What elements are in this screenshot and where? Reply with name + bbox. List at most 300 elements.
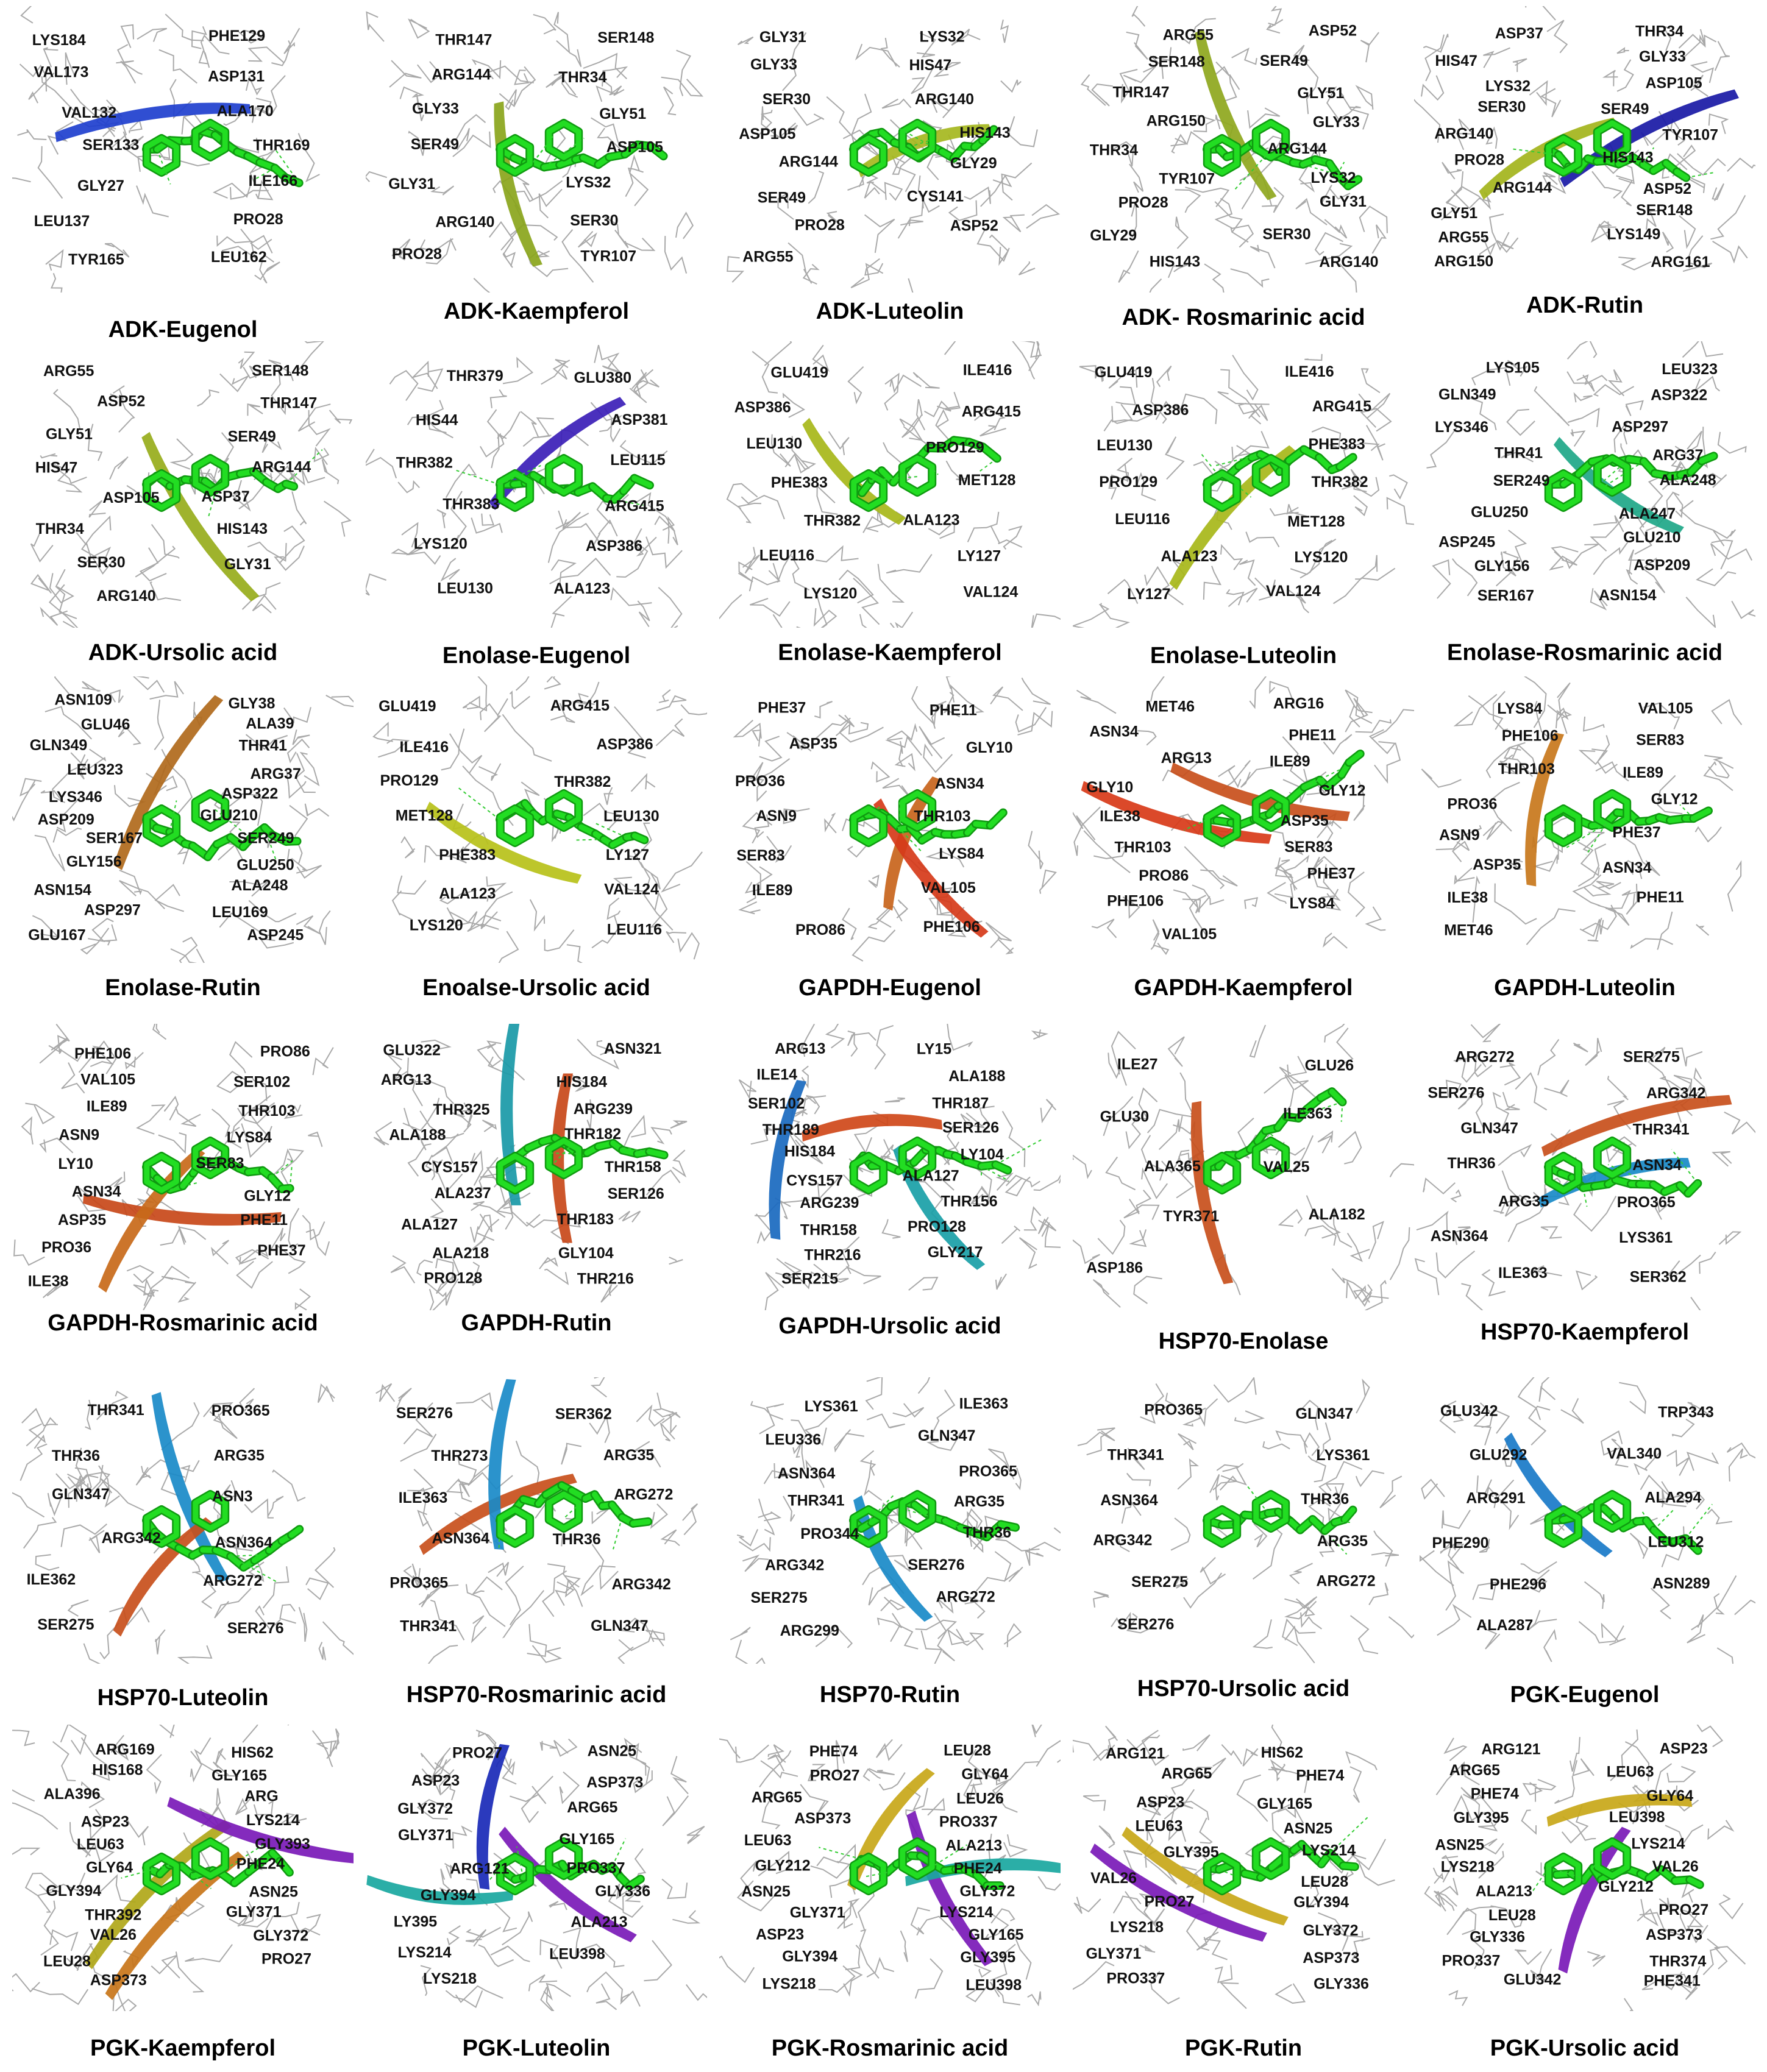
residue-label: ALA365 <box>1143 1157 1201 1175</box>
residue-label: ALA213 <box>945 1837 1003 1854</box>
residue-label: ASP322 <box>221 785 279 803</box>
residue-label: GLY336 <box>1470 1928 1526 1946</box>
residue-label: LYS120 <box>409 917 463 934</box>
residue-label: MET46 <box>1444 921 1493 939</box>
residue-label: PHE290 <box>1432 1534 1489 1552</box>
docking-structure-view <box>366 1725 707 2011</box>
residue-label: SER167 <box>1477 587 1535 605</box>
residue-label: GLY394 <box>782 1948 838 1965</box>
residue-label: GLY393 <box>255 1836 310 1853</box>
residue-label: THR382 <box>1311 473 1368 491</box>
docking-structure-view <box>719 676 1061 963</box>
residue-label: SER215 <box>781 1270 839 1288</box>
residue-label: SER249 <box>237 829 294 847</box>
residue-label: PRO365 <box>211 1402 270 1420</box>
residue-label: ASP386 <box>734 399 791 416</box>
docking-panel <box>1414 1377 1755 1712</box>
residue-label: LEU130 <box>1097 437 1153 455</box>
docking-structure-view <box>366 6 707 293</box>
residue-label: GLU210 <box>1623 529 1681 546</box>
docking-panel <box>719 676 1061 1006</box>
residue-label: VAL132 <box>62 104 117 121</box>
residue-label: LEU63 <box>1135 1817 1183 1835</box>
residue-label: PHE74 <box>809 1742 858 1760</box>
residue-label: LEU28 <box>944 1742 991 1759</box>
residue-label: HIS47 <box>1435 52 1477 69</box>
residue-label: PRO337 <box>1442 1952 1501 1970</box>
residue-label: GLY394 <box>46 1882 102 1900</box>
residue-label: LYS32 <box>1485 77 1531 95</box>
residue-label: ASP297 <box>84 901 141 919</box>
docking-panel <box>366 1024 707 1341</box>
residue-label: LYS214 <box>1302 1842 1356 1859</box>
residue-label: ARG55 <box>1438 229 1489 246</box>
panel-caption: ADK-Luteolin <box>816 299 964 324</box>
docking-panel <box>12 1377 354 1715</box>
residue-label: LYS346 <box>48 788 102 806</box>
residue-label: ARG121 <box>1481 1740 1541 1758</box>
panel-caption: HSP70-Rosmarinic acid <box>406 1682 667 1708</box>
docking-structure-view <box>719 6 1061 293</box>
residue-label: ILE89 <box>1269 753 1310 770</box>
residue-label: HIS143 <box>959 124 1011 141</box>
residue-label: THR382 <box>804 512 861 530</box>
docking-panel <box>12 676 354 1006</box>
residue-label: GLY395 <box>1163 1843 1219 1861</box>
docking-structure-view <box>12 676 354 963</box>
residue-label: ASN9 <box>59 1126 100 1144</box>
residue-label: GLU30 <box>1100 1108 1150 1126</box>
residue-label: GLY395 <box>1453 1809 1509 1827</box>
residue-label: GLU342 <box>1503 1971 1562 1989</box>
residue-label: ARG65 <box>1161 1765 1212 1783</box>
residue-label: ARG35 <box>953 1492 1005 1510</box>
residue-label: ARG144 <box>251 458 311 476</box>
residue-label: ILE416 <box>962 361 1012 379</box>
residue-label: SER49 <box>1259 52 1308 69</box>
residue-label: LEU398 <box>1609 1808 1665 1826</box>
residue-label: ASN289 <box>1652 1575 1710 1592</box>
residue-label: LEU162 <box>211 249 267 266</box>
residue-label: ASP373 <box>1645 1926 1703 1943</box>
panel-caption: PGK-Rutin <box>1184 2035 1303 2061</box>
residue-label: PHE74 <box>1296 1767 1345 1784</box>
residue-label: THR158 <box>604 1158 661 1176</box>
residue-label: THR156 <box>940 1193 998 1210</box>
residue-label: ARG239 <box>573 1100 633 1118</box>
residue-label: ILE363 <box>959 1395 1009 1413</box>
residue-label: PRO36 <box>735 772 785 790</box>
panel-caption: PGK-Kaempferol <box>90 2035 276 2061</box>
residue-label: THR158 <box>800 1221 857 1239</box>
docking-panel <box>12 6 354 347</box>
residue-label: ARG415 <box>550 697 610 715</box>
residue-label: ASN34 <box>71 1183 121 1201</box>
docking-structure-view <box>1073 676 1414 963</box>
residue-label: THR374 <box>1649 1953 1707 1970</box>
residue-label: PRO365 <box>959 1463 1017 1480</box>
residue-label: ALA39 <box>246 715 294 733</box>
residue-label: VAL105 <box>1638 700 1693 717</box>
residue-label: GLU419 <box>770 364 828 381</box>
docking-structure-view <box>1414 1725 1755 2011</box>
residue-label: LEU130 <box>437 580 493 597</box>
residue-label: PHE24 <box>953 1859 1002 1877</box>
residue-label: SER49 <box>757 189 806 207</box>
residue-label: GLY27 <box>77 177 124 195</box>
docking-structure-view <box>366 1024 707 1310</box>
residue-label: MET128 <box>395 807 453 825</box>
residue-label: THR341 <box>87 1402 144 1419</box>
docking-panel <box>1414 1024 1755 1350</box>
residue-label: ARG121 <box>1106 1745 1165 1762</box>
residue-label: GLY395 <box>960 1949 1016 1966</box>
residue-label: LYS120 <box>803 584 858 602</box>
panel-caption: PGK-Rosmarinic acid <box>771 2035 1009 2061</box>
residue-label: PRO129 <box>1099 474 1158 491</box>
panel-caption: GAPDH-Rutin <box>461 1310 612 1336</box>
residue-label: ARG140 <box>1319 254 1379 271</box>
residue-label: ALA188 <box>948 1068 1006 1085</box>
residue-label: LY15 <box>916 1040 952 1058</box>
residue-label: GLY165 <box>968 1926 1024 1943</box>
residue-label: LEU116 <box>1115 510 1170 528</box>
residue-label: GLY31 <box>388 176 436 193</box>
docking-panel <box>12 1725 354 2066</box>
docking-structure-view <box>1414 1024 1755 1310</box>
residue-label: PHE106 <box>1501 727 1559 745</box>
residue-label: LEU398 <box>965 1976 1022 1994</box>
docking-panel <box>1414 676 1755 1006</box>
residue-label: LEU398 <box>549 1945 605 1963</box>
residue-label: ARG239 <box>800 1194 859 1212</box>
residue-label: ASP35 <box>57 1212 107 1229</box>
residue-label: PHE37 <box>1307 865 1356 882</box>
residue-label: SER276 <box>1117 1616 1175 1633</box>
residue-label: ASP131 <box>208 68 265 85</box>
residue-label: PHE341 <box>1643 1972 1701 1990</box>
residue-label: GLY31 <box>224 555 271 573</box>
residue-label: GLY51 <box>46 425 93 443</box>
residue-label: GLU419 <box>379 697 436 715</box>
residue-label: SER30 <box>1477 98 1526 116</box>
residue-label: GLY51 <box>599 105 647 122</box>
residue-label: ASN364 <box>215 1534 272 1552</box>
residue-label: ARG144 <box>1492 179 1552 197</box>
docking-structure-view <box>12 6 354 293</box>
residue-label: PHE106 <box>1107 892 1164 910</box>
residue-label: LYS149 <box>1607 225 1661 243</box>
residue-label: ARG140 <box>914 90 975 108</box>
residue-label: ILE27 <box>1117 1056 1158 1073</box>
residue-label: THR36 <box>552 1531 601 1549</box>
residue-label: PRO365 <box>1144 1401 1203 1419</box>
secondary-structure-ribbon <box>803 1115 942 1141</box>
residue-label: ARG272 <box>936 1588 995 1606</box>
residue-label: ALA218 <box>432 1244 489 1262</box>
residue-label: HIS168 <box>92 1761 143 1779</box>
residue-label: ASN109 <box>54 691 112 709</box>
residue-label: VAL340 <box>1607 1445 1662 1463</box>
residue-label: LYS361 <box>1316 1447 1370 1464</box>
residue-label: GLY372 <box>1303 1922 1359 1940</box>
residue-label: THR103 <box>1114 839 1171 856</box>
residue-label: PHE11 <box>1636 889 1684 906</box>
residue-label: GLY10 <box>965 739 1013 756</box>
residue-label: THR147 <box>435 31 492 49</box>
residue-label: ASN25 <box>249 1883 298 1901</box>
residue-label: ILE166 <box>248 172 298 190</box>
panel-caption: Enolase-Rutin <box>105 975 261 1001</box>
residue-label: ARG37 <box>250 765 301 783</box>
docking-structure-view <box>1414 676 1755 963</box>
residue-label: ARG13 <box>775 1040 826 1058</box>
residue-label: VAL124 <box>604 881 659 898</box>
residue-label: ALA123 <box>903 511 960 529</box>
residue-label: ARG272 <box>1455 1048 1515 1066</box>
residue-label: GLU322 <box>383 1041 441 1059</box>
residue-label: VAL124 <box>963 583 1019 601</box>
residue-label: ALA170 <box>216 102 274 120</box>
residue-label: PHE11 <box>1289 726 1337 744</box>
residue-label: VAL124 <box>1265 583 1321 600</box>
docking-panel <box>719 1725 1061 2066</box>
residue-label: ASP23 <box>80 1813 129 1831</box>
residue-label: LYS214 <box>397 1944 452 1962</box>
residue-label: ILE14 <box>756 1066 798 1084</box>
residue-label: GLY217 <box>927 1244 983 1261</box>
residue-label: ASP386 <box>1132 402 1189 419</box>
residue-label: SER30 <box>1262 225 1311 243</box>
residue-label: ASP37 <box>1495 24 1543 42</box>
residue-label: LYS214 <box>246 1811 300 1829</box>
residue-label: ARG55 <box>742 248 794 266</box>
residue-label: MET128 <box>958 472 1016 489</box>
residue-label: PRO28 <box>794 216 845 234</box>
residue-label: SER275 <box>750 1589 808 1607</box>
residue-label: SER148 <box>597 29 655 46</box>
docking-structure-view <box>366 676 707 963</box>
residue-label: SER275 <box>1623 1048 1680 1066</box>
residue-label: ASN25 <box>1283 1820 1333 1837</box>
residue-label: ARG35 <box>603 1447 655 1464</box>
residue-label: GLY12 <box>1318 782 1366 800</box>
residue-label: SER30 <box>77 553 126 571</box>
residue-label: THR341 <box>788 1492 845 1510</box>
residue-label: PRO337 <box>939 1813 998 1831</box>
residue-label: ASP23 <box>1659 1740 1708 1758</box>
residue-label: SER30 <box>570 211 619 229</box>
residue-label: THR379 <box>446 367 503 385</box>
panel-caption: HSP70-Enolase <box>1158 1329 1329 1354</box>
residue-label: TYR371 <box>1163 1208 1220 1226</box>
residue-label: ILE89 <box>1623 764 1663 781</box>
residue-label: ARG415 <box>1312 398 1372 416</box>
residue-label: GLY165 <box>212 1767 267 1784</box>
residue-label: GLU26 <box>1304 1057 1354 1074</box>
residue-label: GLN349 <box>1438 386 1496 403</box>
residue-label: TYR107 <box>580 247 637 265</box>
panel-caption: GAPDH-Rosmarinic acid <box>48 1310 318 1336</box>
residue-label: ASP35 <box>1473 856 1521 873</box>
residue-label: LEU63 <box>744 1832 792 1850</box>
residue-label: PRO86 <box>260 1043 310 1060</box>
docking-structure-view <box>12 1377 354 1664</box>
residue-label: ASN25 <box>741 1883 791 1901</box>
docking-panel <box>719 341 1061 670</box>
hydrogen-bond <box>457 786 500 820</box>
residue-label: GLY165 <box>559 1830 615 1848</box>
residue-label: ILE362 <box>26 1571 76 1589</box>
residue-label: GLY12 <box>244 1187 291 1205</box>
residue-label: ALA287 <box>1476 1617 1534 1634</box>
residue-label: GLU419 <box>1095 363 1153 381</box>
residue-label: ASN34 <box>1602 859 1652 876</box>
ligand-sticks <box>146 793 297 857</box>
residue-label: GLY29 <box>1090 227 1137 244</box>
residue-label: SER249 <box>1493 472 1550 489</box>
residue-label: ARG272 <box>614 1486 674 1503</box>
residue-label: THR216 <box>804 1246 861 1264</box>
residue-label: VAL105 <box>80 1071 136 1088</box>
residue-label: THR187 <box>932 1095 989 1112</box>
panel-caption: ADK-Eugenol <box>108 317 258 342</box>
residue-label: LY127 <box>605 846 650 864</box>
residue-label: GLY12 <box>1651 790 1698 808</box>
residue-label: THR36 <box>51 1447 101 1464</box>
residue-label: PHE296 <box>1489 1576 1547 1593</box>
residue-label: GLY33 <box>412 100 459 118</box>
residue-label: PRO27 <box>1144 1893 1195 1911</box>
panel-caption: Enolase-Kaempferol <box>778 640 1002 665</box>
panel-caption: HSP70-Luteolin <box>97 1685 269 1711</box>
residue-label: LY104 <box>960 1146 1004 1163</box>
residue-label: ARG342 <box>1646 1085 1706 1102</box>
residue-label: LYS32 <box>919 28 965 46</box>
residue-label: HIS143 <box>1149 253 1201 271</box>
docking-panel <box>366 6 707 329</box>
residue-label: GLN347 <box>1295 1405 1353 1422</box>
residue-label: THR147 <box>1112 83 1170 101</box>
residue-label: ASN25 <box>587 1742 637 1760</box>
residue-label: SER148 <box>1148 53 1205 71</box>
residue-label: PRO27 <box>261 1950 311 1968</box>
docking-panel <box>12 341 354 670</box>
hydrogen-bond <box>457 470 500 484</box>
residue-label: ASP373 <box>794 1810 852 1828</box>
residue-label: LYS105 <box>1485 359 1540 377</box>
residue-label: GLY33 <box>1639 48 1686 66</box>
docking-panel <box>719 6 1061 329</box>
residue-label: PRO129 <box>380 772 439 789</box>
docking-panel <box>1073 341 1414 673</box>
residue-label: ASN34 <box>1632 1156 1682 1174</box>
residue-label: THR36 <box>1301 1491 1349 1508</box>
residue-label: ASP52 <box>950 217 998 235</box>
residue-label: LEU130 <box>603 807 660 825</box>
residue-label: THR34 <box>1635 23 1684 40</box>
residue-label: CYS157 <box>421 1158 478 1176</box>
residue-label: GLY394 <box>1293 1893 1349 1911</box>
residue-label: HIS184 <box>784 1143 836 1160</box>
residue-label: PRO28 <box>233 211 283 229</box>
residue-label: GLY33 <box>750 55 797 73</box>
residue-label: ARG342 <box>1093 1531 1153 1549</box>
residue-label: GLY371 <box>226 1903 282 1921</box>
residue-label: PHE74 <box>1470 1785 1519 1803</box>
residue-label: VAL26 <box>1652 1858 1699 1875</box>
residue-label: GLY31 <box>1320 193 1367 210</box>
docking-structure-view <box>1073 6 1414 293</box>
residue-label: LYS361 <box>804 1398 858 1415</box>
residue-label: GLY371 <box>789 1904 845 1921</box>
residue-label: GLY156 <box>1474 557 1530 575</box>
residue-label: PRO86 <box>795 921 845 938</box>
residue-label: GLU210 <box>200 807 258 824</box>
residue-label: ASP52 <box>97 392 146 410</box>
residue-label: LYS184 <box>32 32 86 49</box>
residue-label: SER362 <box>1629 1268 1687 1286</box>
residue-label: MET128 <box>1287 513 1345 530</box>
residue-label: PHE24 <box>236 1855 285 1873</box>
residue-label: THR325 <box>433 1101 490 1119</box>
residue-label: GLN347 <box>591 1617 649 1635</box>
residue-label: LEU28 <box>1301 1873 1349 1890</box>
residue-label: GLU380 <box>574 369 631 386</box>
docking-panel <box>1073 6 1414 335</box>
residue-label: THR34 <box>558 68 607 86</box>
docking-panel <box>719 1377 1061 1712</box>
residue-label: THR103 <box>238 1102 296 1120</box>
residue-label: GLY64 <box>961 1765 1009 1783</box>
residue-label: ASP245 <box>247 926 304 944</box>
residue-label: ASN9 <box>1439 826 1480 844</box>
docking-panel <box>366 1725 707 2066</box>
residue-label: GLY29 <box>950 155 997 172</box>
residue-label: ASP105 <box>1645 74 1702 92</box>
residue-label: SER276 <box>396 1404 453 1422</box>
docking-panel <box>12 1024 354 1341</box>
residue-label: THR382 <box>554 773 611 790</box>
residue-label: ARG291 <box>1466 1489 1526 1507</box>
residue-label: THR34 <box>35 520 84 538</box>
residue-label: PHE106 <box>923 918 980 935</box>
residue-label: PHE37 <box>1612 824 1661 842</box>
hydrogen-bond <box>1654 1508 1674 1530</box>
residue-label: LEU323 <box>1662 361 1718 378</box>
residue-label: ASP23 <box>756 1926 805 1943</box>
residue-label: LYS120 <box>413 535 468 553</box>
residue-label: GLY336 <box>1314 1975 1369 1993</box>
residue-label: GLY371 <box>398 1826 453 1844</box>
residue-label: GLU342 <box>1440 1402 1498 1420</box>
residue-label: ASP23 <box>411 1772 460 1789</box>
residue-label: LEU312 <box>1648 1533 1704 1551</box>
residue-label: ASN154 <box>34 881 91 899</box>
residue-label: ARG161 <box>1651 254 1710 271</box>
residue-label: SER126 <box>607 1185 664 1202</box>
panel-caption: Enolase-Luteolin <box>1150 643 1337 669</box>
docking-structure-view <box>12 1024 354 1310</box>
docking-structure-view <box>1414 6 1755 293</box>
residue-label: ALA213 <box>571 1914 628 1931</box>
residue-label: PRO27 <box>1659 1901 1709 1919</box>
residue-label: PHE37 <box>257 1241 306 1259</box>
docking-structure-view <box>12 1725 354 2011</box>
residue-label: GLN347 <box>1460 1119 1518 1137</box>
residue-label: VAL26 <box>1090 1870 1137 1887</box>
residue-label: GLY372 <box>959 1882 1015 1900</box>
